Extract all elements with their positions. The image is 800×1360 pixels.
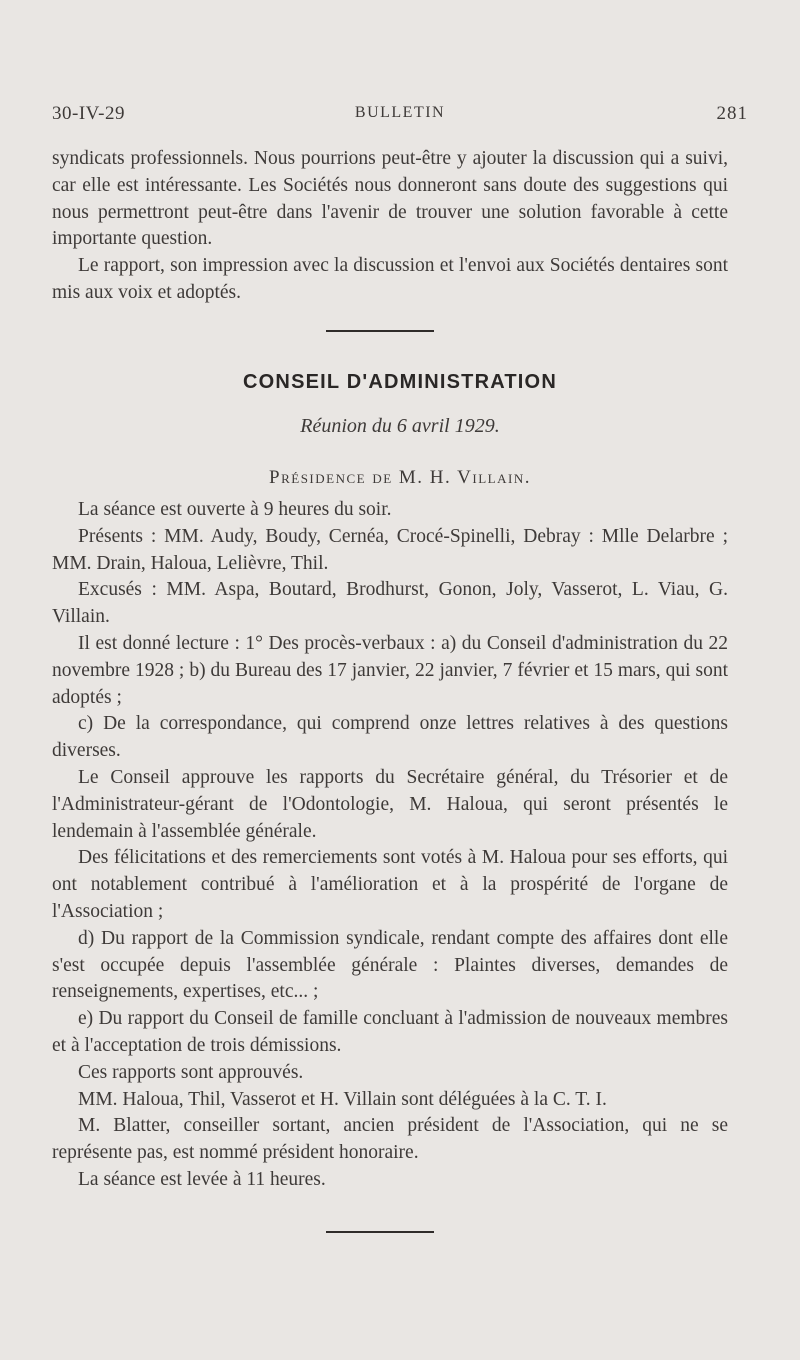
end-divider — [326, 1231, 434, 1233]
paragraph: syndicats professionnels. Nous pourrions peut-être y ajouter la discussion qui a suivi, car elle est intéressante. Les Sociétés nous donneront sans doute des suggestions qui nous permettront peut-être dans l'avenir de trouver une solution favorable à cette importante question. — [52, 148, 728, 250]
paragraph: Le rapport, son impression avec la discussion et l'envoi aux Sociétés dentaires sont mis aux voix et adoptés. — [52, 255, 728, 303]
header-date: 30-IV-29 — [52, 103, 125, 124]
intro-text — [52, 146, 728, 307]
paragraph: Des félicitations et des remerciements sont votés à M. Haloua pour ses efforts, qui ont notablement contribué à l'amélioration et à la prospérité de l'organe de l'Association ; — [52, 847, 728, 922]
section-divider — [326, 330, 434, 332]
paragraph: c) De la correspondance, qui comprend onze lettres relatives à des questions diverses. — [52, 713, 728, 762]
header-title: BULLETIN — [354, 104, 446, 121]
paragraph: La séance est levée à 11 heures. — [78, 1168, 326, 1190]
page-number: 281 — [716, 103, 748, 124]
running-header — [52, 103, 748, 127]
paragraph: d) Du rapport de la Commission syndicale, rendant compte des affaires dont elle s'est occupée depuis l'assemblée générale : Plaintes diverses, demandes de renseignements, expertises, etc... ; — [52, 927, 728, 1003]
paragraph: M. Blatter, conseiller sortant, ancien président de l'Association, qui ne se représente pas, est nommé président honoraire. — [52, 1115, 728, 1164]
paragraph: La séance est ouverte à 9 heures du soir. — [78, 499, 392, 520]
presidency-line: Présidence de M. H. Villain. — [269, 467, 531, 488]
paragraph: MM. Haloua, Thil, Vasserot et H. Villain sont déléguées à la C. T. I. — [78, 1088, 607, 1110]
paragraph: Il est donné lecture : 1° Des procès-verbaux : a) du Conseil d'administration du 22 novembre 1928 ; b) du Bureau des 17 janvier, 22 janvier, 7 février et 15 mars, qui sont adoptés ; — [52, 632, 728, 708]
meeting-date: Réunion du 6 avril 1929. — [300, 415, 500, 437]
minutes-text — [52, 497, 728, 1194]
paragraph: Présents : MM. Audy, Boudy, Cernéa, Crocé-Spinelli, Debray : Mlle Delarbre ; MM. Drain, Haloua, Lelièvre, Thil. — [52, 525, 728, 574]
paragraph: Le Conseil approuve les rapports du Secrétaire général, du Trésorier et de l'Administrateur-gérant de l'Odontologie, M. Haloua, qui seront présentés le lendemain à l'assemblée générale. — [52, 766, 728, 842]
paragraph: Excusés : MM. Aspa, Boutard, Brodhurst, Gonon, Joly, Vasserot, L. Viau, G. Villain. — [52, 579, 728, 628]
paragraph: Ces rapports sont approuvés. — [78, 1061, 304, 1083]
section-title: CONSEIL D'ADMINISTRATION — [243, 371, 557, 393]
paragraph: e) Du rapport du Conseil de famille concluant à l'admission de nouveaux membres et à l'acceptation de trois démissions. — [52, 1008, 728, 1056]
